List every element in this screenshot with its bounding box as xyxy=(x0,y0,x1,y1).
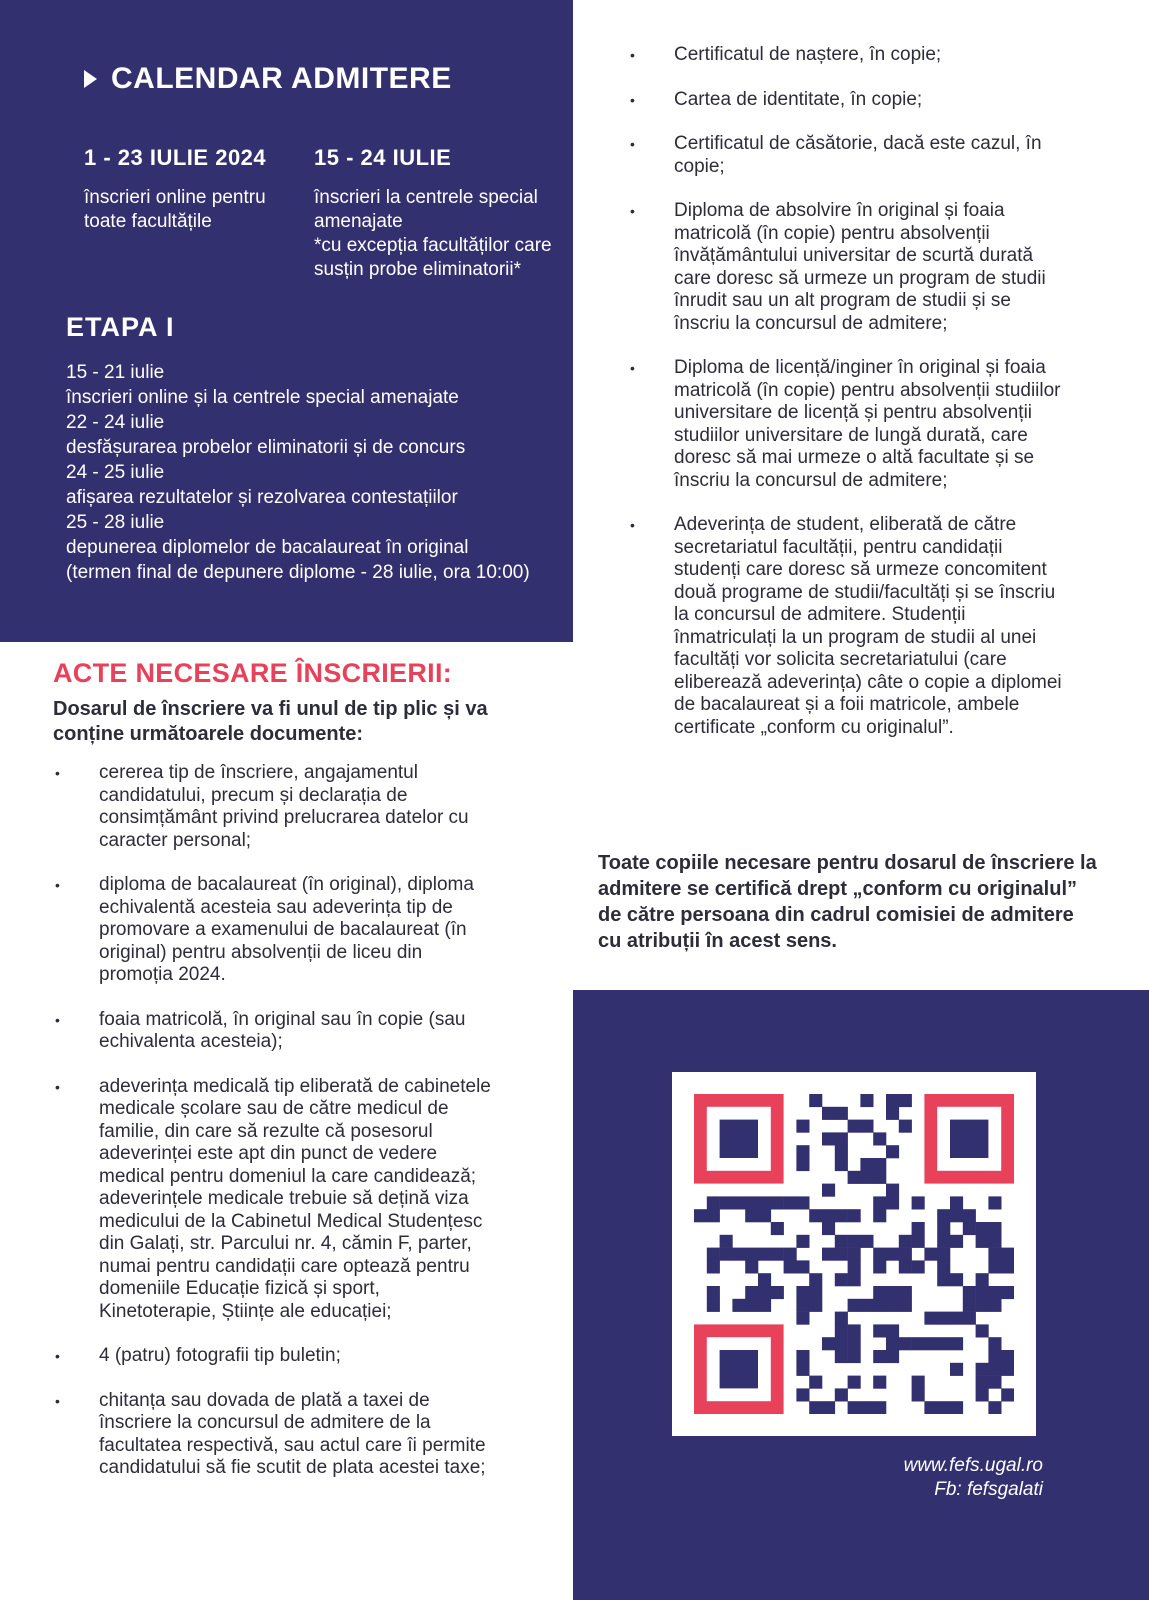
list-item: • Diploma de absolvire în original și foaia matricolă (în copie) pentru absolvenții învățământului universitar de scurtă durată care doresc să urmeze un program de studii înrudit sau un alt program de studii și se înscriu la concursul de admitere; xyxy=(628,200,1068,335)
list-item: • cererea tip de înscriere, angajamentul candidatului, precum și declarația de consimțământ privind prelucrarea datelor cu caracter personal; xyxy=(53,762,493,852)
list-item: • diploma de bacalaureat (în original), diploma echivalentă acesteia sau adeverința tip de promovare a examenului de bacalaureat (în original) pentru absolvenții de liceu din promoția 2024. xyxy=(53,874,493,987)
etapa-list xyxy=(66,360,536,585)
calendar-date-1: 1 - 23 IULIE 2024 xyxy=(84,145,267,170)
website-link[interactable]: www.fefs.ugal.ro xyxy=(903,1455,1043,1476)
etapa-title: ETAPA I xyxy=(66,312,175,342)
etapa-item: desfășurarea probelor eliminatorii și de concurs xyxy=(66,437,466,458)
etapa-item: 25 - 28 iulie xyxy=(66,512,165,533)
list-item: • Diploma de licență/inginer în original și foaia matricolă (în copie) pentru absolvenții studiilor universitare de licență și pentru absolvenții studiilor universitare de lungă durată, care doresc să mai urmeze o altă facultate și se înscriu la concursul de admitere; xyxy=(628,357,1068,492)
facebook-link[interactable]: Fb: fefsgalati xyxy=(934,1479,1043,1500)
list-item: • 4 (patru) fotografii tip buletin; xyxy=(53,1345,493,1368)
calendar-panel xyxy=(0,0,573,642)
qr-code-graphic xyxy=(694,1094,1014,1414)
list-item: • Certificatul de căsătorie, dacă este cazul, în copie; xyxy=(628,133,1068,178)
list-item: • Cartea de identitate, în copie; xyxy=(628,89,1068,112)
list-item: • Certificatul de naștere, în copie; xyxy=(628,44,1068,67)
play-triangle-icon xyxy=(84,70,97,88)
contact-footer xyxy=(904,1454,1043,1502)
calendar-title-text: CALENDAR ADMITERE xyxy=(111,62,452,95)
acte-title: ACTE NECESARE ÎNSCRIERII: xyxy=(53,658,453,688)
calendar-date-2: 15 - 24 IULIE xyxy=(314,145,452,170)
acte-subtitle: Dosarul de înscriere va fi unul de tip plic și va conține următoarele documente: xyxy=(53,698,488,745)
calendar-text-2: înscrieri la centrele special amenajate xyxy=(314,187,538,232)
documents-list-right xyxy=(628,44,1068,761)
list-item: • chitanța sau dovada de plată a taxei de înscriere la concursul de admitere de la facultatea respectivă, sau actul care îi permite candidatului să fie scutit de plata acestei taxe; xyxy=(53,1390,493,1480)
list-item: • adeverința medicală tip eliberată de cabinetele medicale școlare sau de către medicul de familie, din care să rezulte că posesorul adeverinței este apt din punct de vedere medical pentru domeniul la care candidează; adeverințele medicale trebuie să dețină viza medicului de la Cabinetul Medical Studențesc din Galați, str. Parcului nr. 4, cămin F, parter, numai pentru candidații care optează pentru domeniile Educație fizică și sport, Kinetoterapie, Științe ale educației; xyxy=(53,1076,493,1324)
qr-code[interactable] xyxy=(672,1072,1036,1436)
calendar-column-centers xyxy=(314,146,554,282)
etapa-item: 22 - 24 iulie xyxy=(66,412,165,433)
list-item: • Adeverința de student, eliberată de către secretariatul facultății, pentru candidații studenți care doresc să urmeze concomitent două programe de studii/facultăți și se înscriu la concursul de admitere. Studenții înmatriculați la un program de studii al unei facultăți vor solicita secretariatului (care eliberează adeverința) câte o copie a diplomei de bacalaureat și a foii matricole, ambele certificate „conform cu originalul”. xyxy=(628,514,1068,739)
list-item: • foaia matricolă, în original sau în copie (sau echivalenta acesteia); xyxy=(53,1009,493,1054)
etapa-item: depunerea diplomelor de bacalaureat în original (termen final de depunere diplome - 28 iulie, ora 10:00) xyxy=(66,537,530,583)
calendar-text-2-note: *cu excepția facultăților care susțin probe eliminatorii* xyxy=(314,235,552,280)
etapa-item: 15 - 21 iulie xyxy=(66,362,165,383)
certification-note: Toate copiile necesare pentru dosarul de înscriere la admitere se certifică drept „conform cu originalul” de către persoana din cadrul comisiei de admitere cu atribuții în acest sens. xyxy=(598,852,1097,952)
etapa-item: înscrieri online și la centrele special amenajate xyxy=(66,387,459,408)
etapa-item: 24 - 25 iulie xyxy=(66,462,165,483)
calendar-text-1: înscrieri online pentru toate facultățile xyxy=(84,187,266,232)
etapa-item: afișarea rezultatelor și rezolvarea contestațiilor xyxy=(66,487,458,508)
documents-list-left xyxy=(53,762,493,1502)
calendar-title xyxy=(84,62,452,96)
calendar-column-online xyxy=(84,146,304,234)
